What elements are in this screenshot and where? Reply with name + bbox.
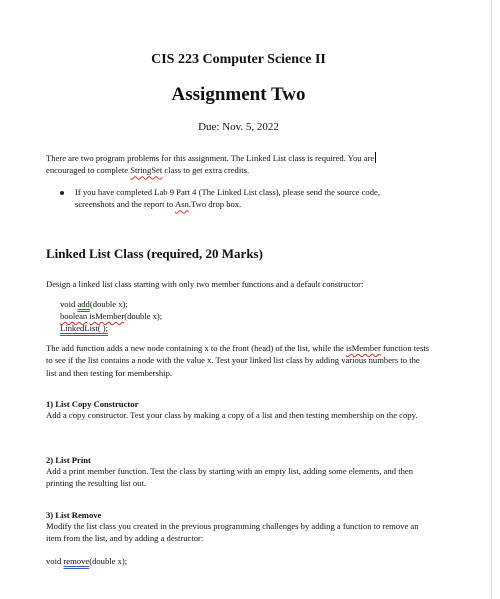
section-2-title: 2) List Print [46,455,91,465]
section-3-body: Modify the list class you created in the previous programming challenges by adding a function to remove an item from the list, and by adding a destructor: [46,521,419,544]
add-description: The add function adds a new node containing x to the front (head) of the list, while the isMember function tests to see if the list contains a node with the value x. Test your linked list class by adding various numbers to the list and then testing for membership. [46,343,430,378]
code-line-ismember: boolean isMember(double x); [60,311,163,321]
spellcheck-asn[interactable]: Asn [175,199,189,210]
spellcheck-add[interactable]: add [77,299,90,309]
course-title: CIS 223 Computer Science II [151,52,326,67]
intro-text-3: class to get extra credits. [162,165,250,176]
section-2-body: Add a print member function. Test the class by starting with an empty list, adding some elements, and then printing the resulting list out. [46,466,414,489]
remove-code-line: void remove(double x); [46,556,128,566]
section-1-title: 1) List Copy Constructor [46,399,139,409]
spellcheck-boolean[interactable]: boolean [60,311,88,321]
spellcheck-ismember-2[interactable]: isMember [345,343,381,353]
spellcheck-remove[interactable]: remove [63,556,90,566]
due-date: Due: Nov. 5, 2022 [198,121,279,133]
code-line-add: void add(double x); [60,299,128,309]
bullet-dot-icon [60,191,64,195]
section-heading: Linked List Class (required, 20 Marks) [46,246,263,261]
spellcheck-linkedlist[interactable]: LinkedList( ); [60,323,108,333]
bullet-text: If you have completed Lab 9 Part 4 (The Linked List class), please send the source code, screenshots and the report to Asn.Two drop box. [75,187,380,210]
assignment-title: Assignment Two [171,84,306,105]
intro-text-2: encouraged to complete [46,165,131,176]
spellcheck-stringset[interactable]: StringSet [130,165,163,176]
text-cursor [375,152,376,163]
section-3-title: 3) List Remove [46,510,102,520]
design-paragraph: Design a linked list class starting with only two member functions and a default constructor: [46,279,364,289]
intro-paragraph [46,152,431,177]
section-1-body: Add a copy constructor. Test your class by making a copy of a list and then testing membership on the copy. [46,410,418,420]
code-line-constructor [60,322,162,334]
intro-text-1: There are two program problems for this assignment. The Linked List class is required. You are [46,153,375,163]
bullet-item [60,186,420,211]
code-block [60,298,162,334]
page-edge-divider [491,0,492,599]
spellcheck-ismember[interactable]: isMember [89,311,125,321]
